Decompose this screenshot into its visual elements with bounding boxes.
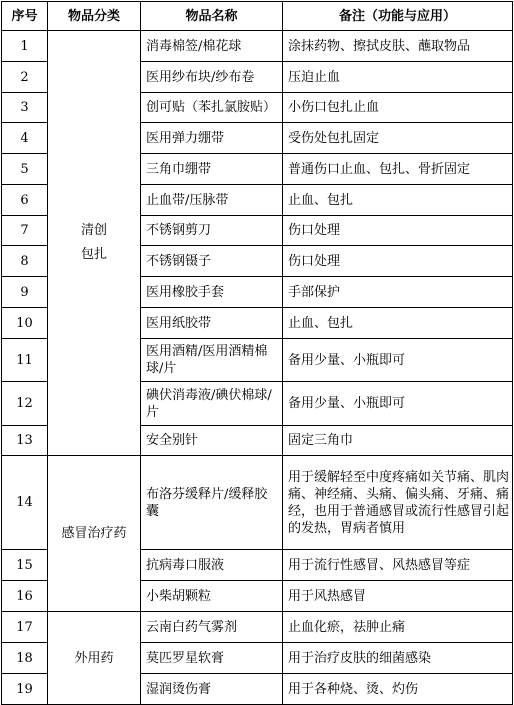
item-note: 涂抹药物、擦拭皮肤、蘸取物品 bbox=[283, 31, 513, 62]
header-row bbox=[2, 2, 513, 31]
row-no: 2 bbox=[2, 62, 48, 93]
item-note: 手部保护 bbox=[283, 277, 513, 308]
item-name: 三角巾绷带 bbox=[141, 154, 283, 185]
header-category: 物品分类 bbox=[48, 2, 141, 31]
table-row bbox=[2, 31, 513, 62]
item-name: 创可贴（苯扎氯胺贴） bbox=[141, 93, 283, 123]
header-notes: 备注（功能与应用） bbox=[283, 2, 513, 31]
item-name: 医用弹力绷带 bbox=[141, 123, 283, 154]
item-name: 医用橡胶手套 bbox=[141, 277, 283, 308]
table-row bbox=[2, 456, 513, 550]
item-name: 湿润烫伤膏 bbox=[141, 674, 283, 705]
item-name: 医用酒精/医用酒精棉球/片 bbox=[141, 339, 283, 382]
row-no: 15 bbox=[2, 550, 48, 581]
category-label: 外用药 bbox=[74, 650, 114, 666]
row-no: 11 bbox=[2, 339, 48, 382]
item-note: 用于治疗皮肤的细菌感染 bbox=[283, 643, 513, 674]
category-label: 包扎 bbox=[80, 247, 107, 262]
category-label: 清创 bbox=[80, 223, 107, 238]
row-no: 16 bbox=[2, 581, 48, 612]
item-note: 用于各种烧、烫、灼伤 bbox=[283, 674, 513, 705]
item-note: 备用少量、小瓶即可 bbox=[283, 382, 513, 426]
item-name: 云南白药气雾剂 bbox=[141, 612, 283, 643]
header-item-name: 物品名称 bbox=[141, 2, 283, 31]
table-row bbox=[2, 612, 513, 643]
category-cell-wound-care bbox=[48, 31, 141, 456]
header-no: 序号 bbox=[2, 2, 48, 31]
category-cell-cold-medicine bbox=[48, 456, 141, 612]
item-note: 受伤处包扎固定 bbox=[283, 123, 513, 154]
item-note: 小伤口包扎止血 bbox=[283, 93, 513, 123]
row-no: 12 bbox=[2, 382, 48, 426]
row-no: 13 bbox=[2, 426, 48, 456]
item-name: 安全别针 bbox=[141, 426, 283, 456]
row-no: 4 bbox=[2, 123, 48, 154]
item-name: 不锈钢剪刀 bbox=[141, 216, 283, 246]
row-no: 6 bbox=[2, 185, 48, 216]
row-no: 17 bbox=[2, 612, 48, 643]
row-no: 19 bbox=[2, 674, 48, 705]
item-note: 止血、包扎 bbox=[283, 185, 513, 216]
item-name: 不锈钢镊子 bbox=[141, 246, 283, 277]
item-name: 医用纱布块/纱布卷 bbox=[141, 62, 283, 93]
item-note: 固定三角巾 bbox=[283, 426, 513, 456]
item-note: 伤口处理 bbox=[283, 216, 513, 246]
item-name: 消毒棉签/棉花球 bbox=[141, 31, 283, 62]
item-name: 小柴胡颗粒 bbox=[141, 581, 283, 612]
item-name: 抗病毒口服液 bbox=[141, 550, 283, 581]
category-label: 感冒治疗药 bbox=[61, 526, 127, 541]
item-note: 伤口处理 bbox=[283, 246, 513, 277]
item-note: 用于缓解轻至中度疼痛如关节痛、肌肉痛、神经痛、头痛、偏头痛、牙痛、痛经，也用于普通感冒或流行性感冒引起的发热，胃病者慎用 bbox=[283, 456, 513, 550]
item-name: 布洛芬缓释片/缓释胶囊 bbox=[141, 456, 283, 550]
row-no: 1 bbox=[2, 31, 48, 62]
item-name: 止血带/压脉带 bbox=[141, 185, 283, 216]
item-note: 止血、包扎 bbox=[283, 308, 513, 339]
item-note: 止血化瘀，祛肿止痛 bbox=[283, 612, 513, 643]
row-no: 18 bbox=[2, 643, 48, 674]
item-note: 普通伤口止血、包扎、骨折固定 bbox=[283, 154, 513, 185]
row-no: 3 bbox=[2, 93, 48, 123]
row-no: 9 bbox=[2, 277, 48, 308]
row-no: 5 bbox=[2, 154, 48, 185]
category-cell-topical-medicine bbox=[48, 612, 141, 705]
item-note: 用于风热感冒 bbox=[283, 581, 513, 612]
item-note: 压迫止血 bbox=[283, 62, 513, 93]
item-name: 医用纸胶带 bbox=[141, 308, 283, 339]
row-no: 8 bbox=[2, 246, 48, 277]
row-no: 7 bbox=[2, 216, 48, 246]
first-aid-kit-table bbox=[1, 1, 513, 705]
row-no: 14 bbox=[2, 456, 48, 550]
item-name: 碘伏消毒液/碘伏棉球/片 bbox=[141, 382, 283, 426]
item-name: 莫匹罗星软膏 bbox=[141, 643, 283, 674]
item-note: 备用少量、小瓶即可 bbox=[283, 339, 513, 382]
row-no: 10 bbox=[2, 308, 48, 339]
item-note: 用于流行性感冒、风热感冒等症 bbox=[283, 550, 513, 581]
